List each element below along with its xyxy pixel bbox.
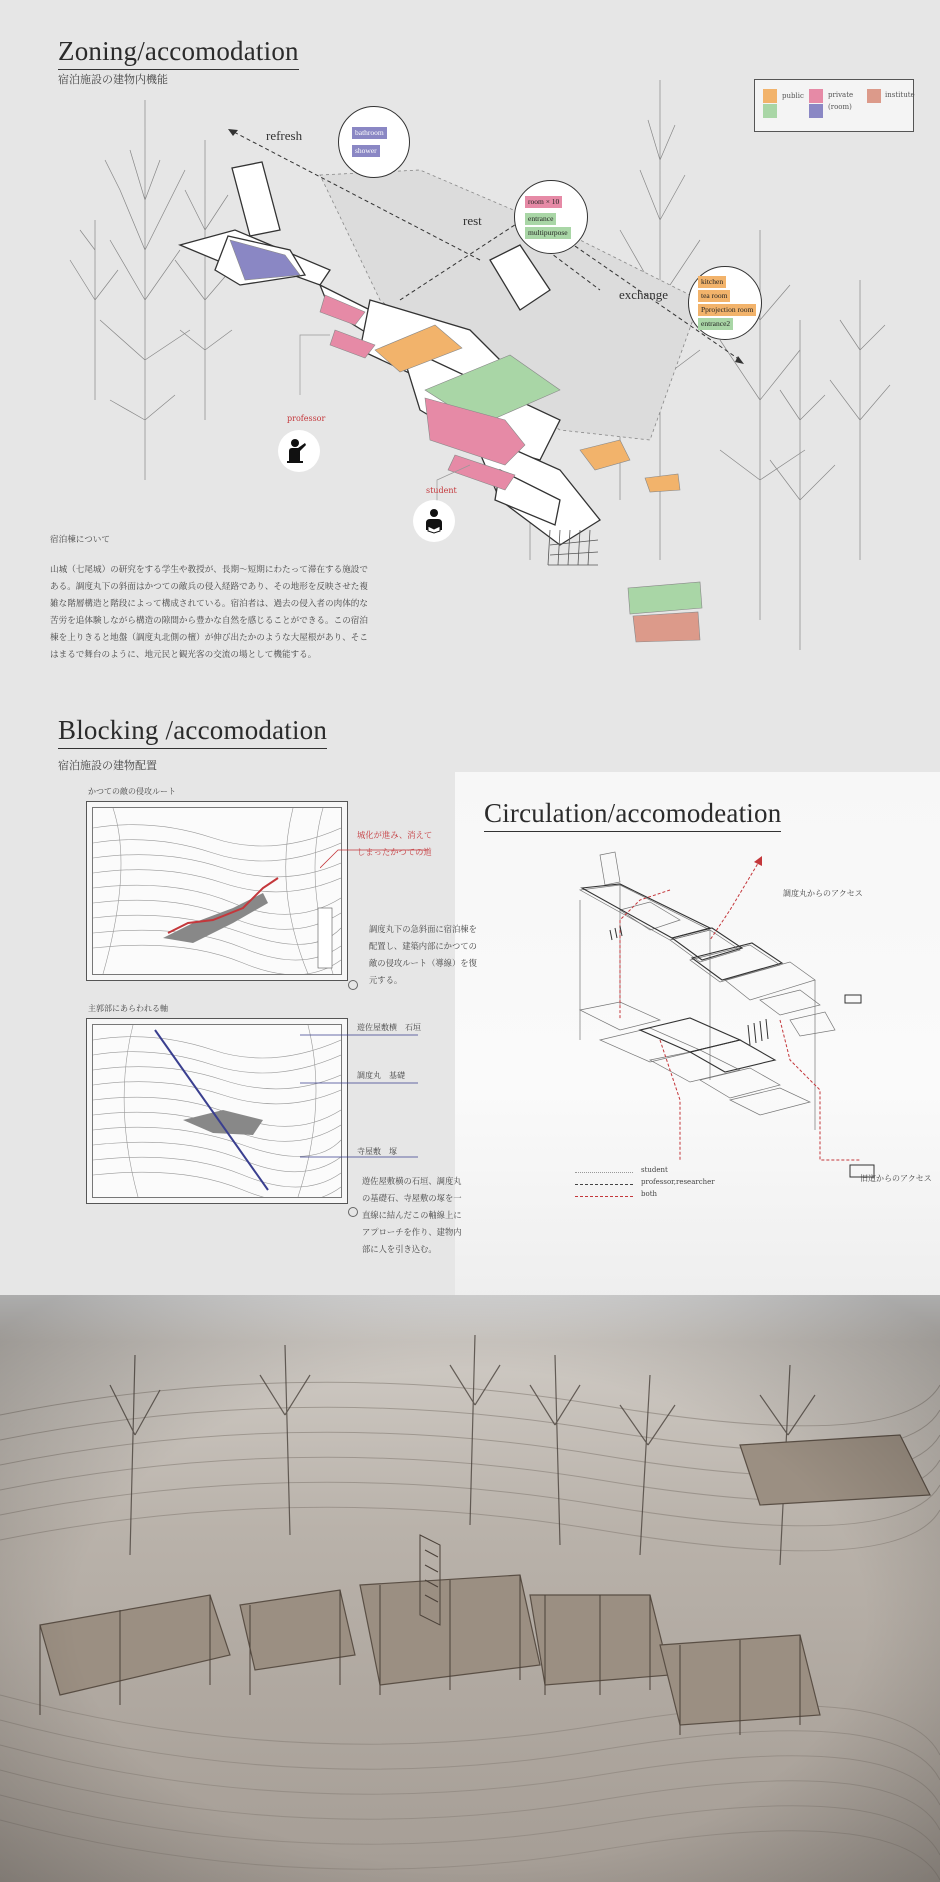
- map2-heading: 主郭部にあらわれる軸: [88, 1004, 168, 1013]
- arrow-head-refresh: [228, 129, 238, 136]
- circulation-title: Circulation/accomodeation: [484, 798, 781, 832]
- map1-callout-line: 城化が進み、消えて: [357, 830, 433, 840]
- blocking-subtitle: 宿泊施設の建物配置: [58, 759, 157, 772]
- legend-label-private-room: (room): [828, 103, 852, 111]
- legend-label-professor: professor,researcher: [641, 1178, 715, 1186]
- zone-projection: [645, 474, 680, 492]
- arrow-access-top: [754, 856, 762, 866]
- circulation-red-paths: [620, 860, 860, 1160]
- student-icon: [413, 500, 455, 542]
- tag-tea-room: tea room: [698, 290, 730, 302]
- zoning-title: Zoning/accomodation: [58, 36, 299, 70]
- legend-line-both: [575, 1196, 633, 1197]
- label-refresh: refresh: [266, 128, 303, 143]
- map1-note-line: 敵の侵攻ルート（導線）を復: [369, 958, 477, 968]
- label-student: student: [426, 486, 457, 495]
- professor-icon: [278, 430, 320, 472]
- bubble-refresh: [338, 106, 410, 178]
- zoning-body-line: 雑な階層構造と階段によって構成されている。宿泊者は、過去の侵入者の肉体的な: [50, 599, 368, 609]
- map2-note-line: 遊佐屋敷横の石垣、調度丸: [362, 1176, 462, 1186]
- map-enemy-route: [86, 801, 348, 981]
- zone-tea-room: [580, 440, 630, 470]
- zoning-body-line: 山城（七尾城）の研究をする学生や教授が、長期〜短期にわたって滞在する施設で: [50, 565, 368, 575]
- zoning-body-line: はまるで舞台のように、地元民と観光客の交流の場として機能する。: [50, 650, 317, 660]
- zoning-body-text: [50, 562, 390, 664]
- map1-callout-line: しまったかつての道: [357, 847, 432, 857]
- map1-contours: [93, 808, 341, 974]
- zoning-body-heading: 宿泊棟について: [50, 535, 110, 545]
- tag-bathroom: bathroom: [352, 127, 387, 139]
- map2-note-line: アプローチを作り、建物内: [362, 1227, 462, 1237]
- map1-note-line: 配置し、建築内部にかつての: [369, 941, 477, 951]
- map1-callout: [357, 827, 432, 861]
- map2-castle-block: [183, 1110, 263, 1135]
- legend-label-institute: institute: [885, 91, 915, 99]
- map2-note-line: の基礎石、寺屋敷の塚を一: [362, 1193, 462, 1203]
- legend-line-professor: [575, 1184, 633, 1185]
- map2-axis-line: [155, 1030, 268, 1190]
- circulation-walls: [582, 884, 782, 1072]
- bubble-exchange: [688, 266, 762, 340]
- zone-entrance2: [628, 582, 702, 614]
- map2-label-foundation: 調度丸 基礎: [357, 1071, 405, 1080]
- map2-note-line: 部に人を引き込む。: [362, 1244, 437, 1254]
- label-exchange: exchange: [619, 287, 669, 302]
- legend-label-student: student: [641, 1166, 668, 1174]
- model-photo: [0, 1295, 940, 1882]
- zoning-subtitle: 宿泊施設の建物内機能: [58, 73, 168, 86]
- zoning-body-line: 苦労を追体験しながら構造の隙間から豊かな自然を感じることができる。この宿泊: [50, 616, 368, 626]
- tag-shower: shower: [352, 145, 380, 157]
- legend-label-both: both: [641, 1190, 658, 1198]
- map2-note-line: 直線に結んだこの軸線上に: [362, 1210, 462, 1220]
- map1-note-line: 元する。: [369, 975, 403, 985]
- legend-line-student: [575, 1172, 633, 1173]
- map2-note: [362, 1173, 462, 1258]
- stair-hatches: [610, 926, 768, 1045]
- label-rest: rest: [463, 213, 482, 228]
- model-photo-illustration: [0, 1295, 940, 1882]
- tag-room-x10: room × 10: [525, 196, 562, 208]
- legend-label-public: public: [782, 92, 804, 100]
- map2-label-mound: 寺屋敷 塚: [357, 1147, 397, 1156]
- arrow-head-exchange: [735, 356, 744, 364]
- bubble-rest: [514, 180, 588, 254]
- label-professor: professor: [287, 414, 326, 423]
- map1-note: [369, 921, 477, 989]
- zoning-body-line: 棟を上りきると地盤（調度丸北側の檀）が伸び出たかのような大屋根があり、そこ: [50, 633, 368, 643]
- tag-entrance2: entrance2: [698, 318, 733, 330]
- tag-entrance: entrance: [525, 213, 556, 225]
- map2-marker: [348, 1207, 358, 1217]
- tag-projection-room: Pprojection room: [698, 304, 756, 316]
- legend-label-private: private: [828, 91, 854, 99]
- map1-note-line: 調度丸下の急斜面に宿泊棟を: [369, 924, 477, 934]
- map2-callout-lines: [300, 1030, 420, 1160]
- map1-marker: [348, 980, 358, 990]
- map2-label-stonewall: 遊佐屋敷横 石垣: [357, 1023, 421, 1032]
- tag-kitchen: kitchen: [698, 276, 726, 288]
- zoning-body-line: ある。調度丸下の斜面はかつての敵兵の侵入経路であり、その地形を反映させた複: [50, 582, 368, 592]
- tag-multipurpose: multipurpose: [525, 227, 571, 239]
- access-label-old-road: 旧道からのアクセス: [860, 1174, 932, 1183]
- map1-heading: かつての敵の侵攻ルート: [88, 787, 176, 796]
- access-label-top: 調度丸からのアクセス: [783, 889, 863, 898]
- blocking-title: Blocking /accomodation: [58, 715, 327, 749]
- zone-institute: [633, 612, 700, 642]
